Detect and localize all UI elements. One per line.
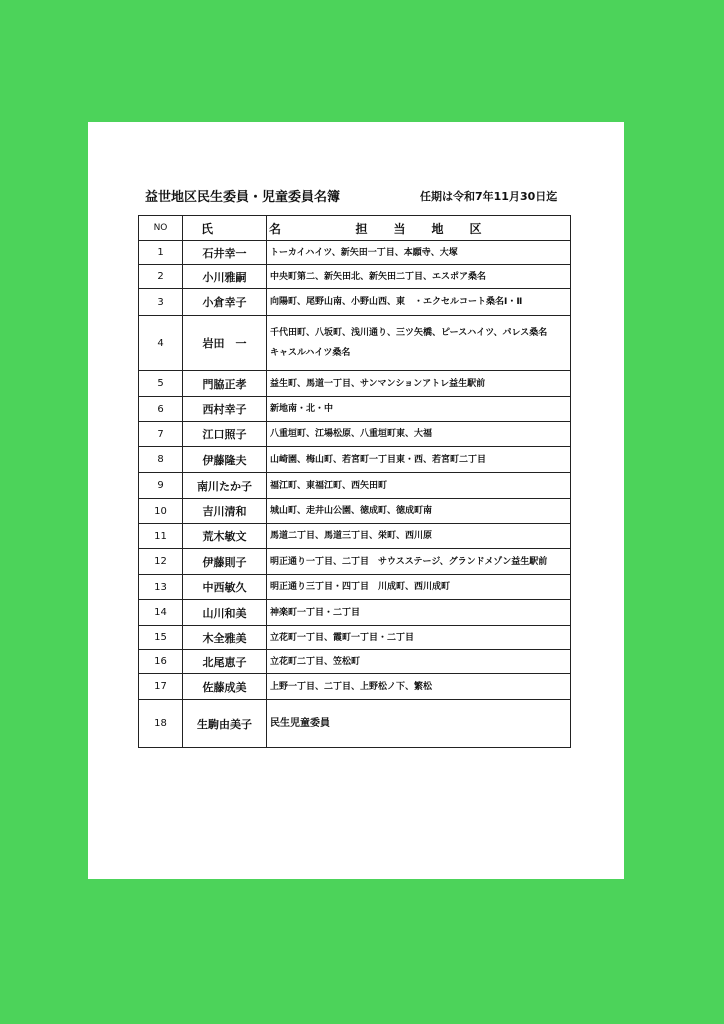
member-name: 荒木敏文: [183, 524, 267, 549]
row-number: 9: [139, 473, 183, 499]
member-name: 石井幸一: [183, 241, 267, 265]
assigned-area-line: トーカイハイツ、新矢田一丁目、本願寺、大塚: [270, 247, 458, 258]
table-row: [139, 289, 571, 316]
assigned-area: [267, 265, 571, 289]
row-number: 3: [139, 289, 183, 316]
row-number: 17: [139, 674, 183, 700]
assigned-area: [267, 700, 571, 748]
row-number: 4: [139, 316, 183, 371]
row-number: 2: [139, 265, 183, 289]
assigned-area: [267, 289, 571, 316]
assigned-area-line: 明正通り一丁目、二丁目 サウスステージ、グランドメゾン益生駅前: [270, 556, 548, 567]
member-name: 佐藤成美: [183, 674, 267, 700]
assigned-area-line: 立花町一丁目、霞町一丁目・二丁目: [270, 632, 415, 643]
assigned-area: [267, 397, 571, 422]
assigned-area-line: 益生町、馬道一丁目、サンマンションアトレ益生駅前: [270, 378, 486, 389]
row-number: 16: [139, 650, 183, 674]
assigned-area: [267, 241, 571, 265]
header-no: NO: [139, 216, 183, 241]
row-number: 8: [139, 447, 183, 473]
row-number: 10: [139, 499, 183, 524]
row-number: 1: [139, 241, 183, 265]
assigned-area: [267, 473, 571, 499]
assigned-area-line: 中央町第二、新矢田北、新矢田二丁目、エスポア桑名: [270, 271, 487, 282]
header-name: [183, 216, 304, 241]
row-number: 18: [139, 700, 183, 748]
table-row: [139, 626, 571, 650]
member-name: 伊藤則子: [183, 549, 267, 575]
table-header-row: [139, 216, 571, 241]
table-row: [139, 473, 571, 499]
assigned-area-line: 神楽町一丁目・二丁目: [270, 607, 361, 618]
table-row: [139, 265, 571, 289]
roster-body: [139, 241, 571, 748]
row-number: 15: [139, 626, 183, 650]
row-number: 7: [139, 422, 183, 447]
member-name: 南川たか子: [183, 473, 267, 499]
row-number: 11: [139, 524, 183, 549]
assigned-area: [267, 650, 571, 674]
header-name-label: 氏 名: [201, 221, 304, 236]
assigned-area: [267, 447, 571, 473]
member-name: 門脇正孝: [183, 371, 267, 397]
member-name: 吉川清和: [183, 499, 267, 524]
member-name: 岩田 一: [183, 316, 267, 371]
row-number: 14: [139, 600, 183, 626]
member-name: 江口照子: [183, 422, 267, 447]
assigned-area-line: 民生児童委員: [270, 717, 330, 729]
table-row: [139, 371, 571, 397]
row-number: 13: [139, 575, 183, 600]
assigned-area: [267, 524, 571, 549]
document-page: [88, 122, 624, 879]
assigned-area-line: 八重垣町、江場松原、八重垣町東、大福: [270, 429, 433, 439]
assigned-area-line: 福江町、東福江町、西矢田町: [270, 480, 388, 491]
assigned-area-line: 明正通り三丁目・四丁目 川成町、西川成町: [270, 582, 451, 592]
table-row: [139, 241, 571, 265]
member-name: 小倉幸子: [183, 289, 267, 316]
assigned-area: [267, 626, 571, 650]
assigned-area-line: 立花町二丁目、笠松町: [270, 656, 361, 667]
assigned-area-line: キャスルハイツ桑名: [270, 348, 351, 358]
assigned-area-line: 新地南・北・中: [270, 404, 334, 414]
assigned-area: [267, 316, 571, 371]
table-row: [139, 316, 571, 371]
member-name: 伊藤隆夫: [183, 447, 267, 473]
assigned-area: [267, 499, 571, 524]
assigned-area: [267, 422, 571, 447]
table-row: [139, 549, 571, 575]
assigned-area-line: 上野一丁目、二丁目、上野松ノ下、繁松: [270, 681, 433, 692]
table-row: [139, 575, 571, 600]
table-row: [139, 674, 571, 700]
table-row: [139, 600, 571, 626]
table-row: [139, 422, 571, 447]
row-number: 12: [139, 549, 183, 575]
assigned-area-line: 向陽町、尾野山南、小野山西、東 ・エクセルコート桑名Ⅰ・Ⅱ: [270, 297, 523, 307]
term-note: 任期は令和7年11月30日迄: [420, 190, 558, 203]
assigned-area-line: 山崎園、梅山町、若宮町一丁目東・西、若宮町二丁目: [270, 454, 487, 465]
table-row: [139, 447, 571, 473]
table-row: [139, 650, 571, 674]
assigned-area-line: 千代田町、八坂町、浅川通り、三ツ矢橋、ピースハイツ、パレス桑名: [270, 328, 548, 338]
row-number: 6: [139, 397, 183, 422]
member-roster-table: [138, 215, 571, 748]
assigned-area: [267, 575, 571, 600]
member-name: 西村幸子: [183, 397, 267, 422]
member-name: 小川雅嗣: [183, 265, 267, 289]
member-name: 中西敏久: [183, 575, 267, 600]
table-row: [139, 524, 571, 549]
member-name: 北尾恵子: [183, 650, 267, 674]
assigned-area: [267, 371, 571, 397]
assigned-area-line: 城山町、走井山公園、徳成町、徳成町南: [270, 506, 433, 516]
row-number: 5: [139, 371, 183, 397]
member-name: 木全雅美: [183, 626, 267, 650]
table-row: [139, 499, 571, 524]
member-name: 生駒由美子: [183, 700, 267, 748]
assigned-area: [267, 549, 571, 575]
table-row: [139, 397, 571, 422]
document-title: 益世地区民生委員・児童委員名簿: [145, 190, 341, 205]
member-name: 山川和美: [183, 600, 267, 626]
assigned-area: [267, 674, 571, 700]
table-row: [139, 700, 571, 748]
header-area: 担当地区: [267, 216, 571, 241]
assigned-area: [267, 600, 571, 626]
assigned-area-line: 馬道二丁目、馬道三丁目、栄町、西川原: [270, 531, 433, 541]
